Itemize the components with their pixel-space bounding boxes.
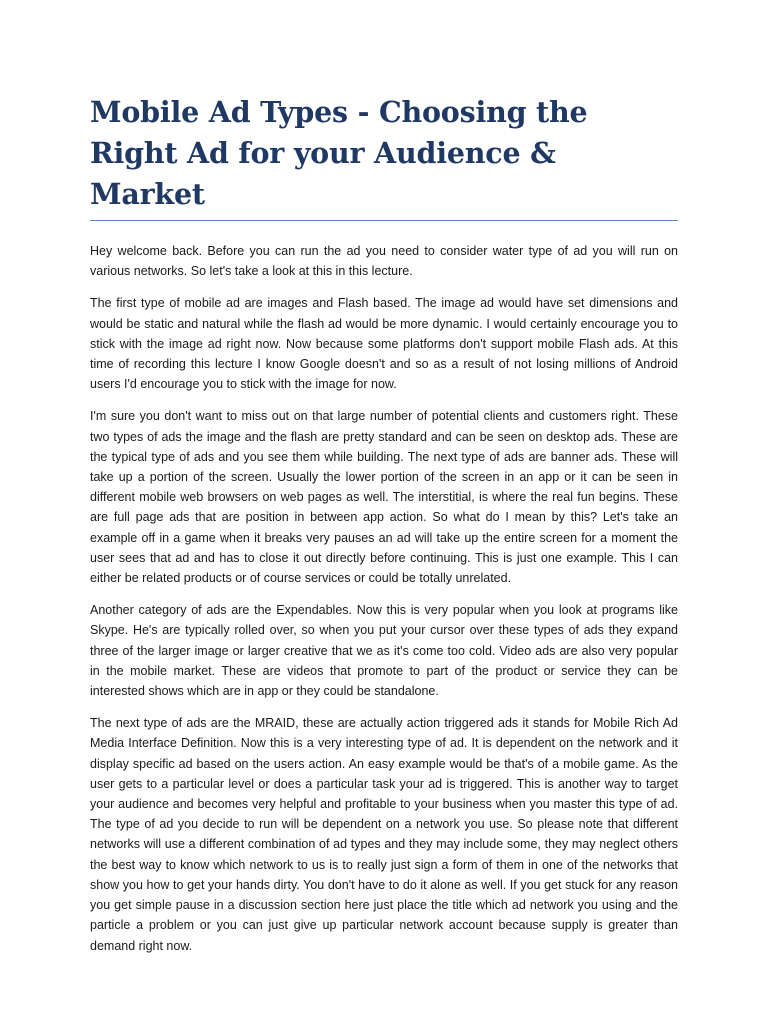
- paragraph-banner-interstitial-ads: I'm sure you don't want to miss out on that large number of potential clients and customers right. These two types of ads the image and the flash are pretty standard and can be seen on desktop ads. These are the typical type of ads and you see them while building. The next type of ads are banner ads. These will take up a portion of the screen. Usually the lower portion of the screen in an app or it can be seen in different mobile web browsers on web pages as well. The interstitial, is where the real fun begins. These are full page ads that are position in between app action. So what do I mean by this? Let's take an example off in a game when it breaks very pauses an ad will take up the entire screen for a moment the user sees that ad and has to close it out directly before continuing. This is just one example. This I can either be related products or of course services or could be totally unrelated.: [90, 409, 678, 586]
- paragraph-expandable-video-ads: Another category of ads are the Expendables. Now this is very popular when you look at programs like Skype. He's are typically rolled over, so when you put your cursor over these types of ads they expand three of the larger image or larger creative that we as it's come too cold. Video ads are also very popular in the mobile market. These are videos that promote to part of the product or service they can be interested shows which are in app or they could be standalone.: [90, 603, 678, 699]
- title-underline: [90, 220, 678, 221]
- paragraph-intro: Hey welcome back. Before you can run the ad you need to consider water type of ad you will run on various networks. So let's take a look at this in this lecture.: [90, 244, 678, 279]
- paragraph-image-flash-ads: The first type of mobile ad are images and Flash based. The image ad would have set dimensions and would be static and natural while the flash ad would be more dynamic. I would certainly encourage you to stick with the image ad right now. Now because some platforms don't support mobile Flash ads. At this time of recording this lecture I know Google doesn't and so as a result of not losing millions of Android users I'd encourage you to stick with the image for now.: [90, 296, 678, 392]
- document-page: [90, 92, 678, 968]
- document-title: Mobile Ad Types - Choosing the Right Ad for your Audience & Market: [90, 95, 588, 211]
- paragraph-mraid-ads: The next type of ads are the MRAID, these are actually action triggered ads it stands for Mobile Rich Ad Media Interface Definition. Now this is a very interesting type of ad. It is dependent on the network and it display specific ad based on the users action. An easy example would be that's of a mobile game. As the user gets to a particular level or does a particular task your ad is triggered. This is another way to target your audience and becomes very helpful and profitable to your business when you master this type of ad. The type of ad you decide to run will be dependent on a network you use. So please note that different networks will use a different combination of ad types and they may include some, they may neglect others the best way to know which network to us is to really just sign a form of them in one of the networks that show you how to get your hands dirty. You don't have to do it alone as well. If you get stuck for any reason you get simple pause in a discussion section here just place the title which ad network you using and the particle a problem or you can just give up particular network account because supply is greater than demand right now.: [90, 716, 678, 953]
